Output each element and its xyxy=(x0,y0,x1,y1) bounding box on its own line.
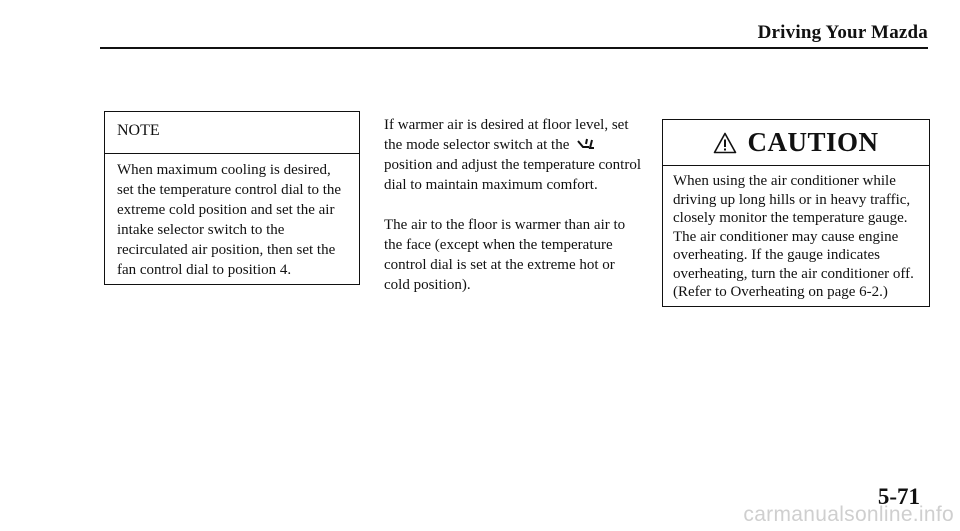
note-heading: NOTE xyxy=(105,112,359,154)
middle-paragraph-1-end: position and adjust the temperature control dial to maintain maximum comfort. xyxy=(384,157,642,193)
note-box xyxy=(104,111,360,285)
page-number: 5-71 xyxy=(877,484,920,509)
middle-paragraph-1-start: If warmer air is desired at floor level, set the mode selector switch at the xyxy=(384,117,629,153)
warning-triangle-icon xyxy=(713,132,737,154)
note-body: When maximum cooling is desired, set the temperature control dial to the extreme cold position and set the air intake selector switch to the recirculated air position, then set the fan control dial to position 4. xyxy=(117,162,342,278)
caution-body-line-2: The air conditioner may cause engine overheating. If the gauge indicates overheating, turn the air conditioner off. (Refer to Overheating on page 6-2.) xyxy=(673,228,914,300)
caution-body-line-1: When using the air conditioner while driving up long hills or in heavy traffic, closely monitor the temperature gauge. xyxy=(673,173,911,226)
caution-header xyxy=(663,120,929,166)
middle-column xyxy=(384,115,644,315)
middle-paragraph-2: The air to the floor is warmer than air to the face (except when the temperature control dial is set at the extreme hot or cold position). xyxy=(384,217,626,293)
face-floor-vent-icon xyxy=(577,137,595,151)
caution-heading: CAUTION xyxy=(747,127,879,157)
caution-body xyxy=(663,166,929,306)
caution-box xyxy=(662,119,930,307)
header-rule xyxy=(100,47,928,49)
middle-paragraph-1 xyxy=(384,115,644,195)
watermark: carmanualsonline.info xyxy=(743,503,954,526)
page-header-title: Driving Your Mazda xyxy=(757,22,928,43)
